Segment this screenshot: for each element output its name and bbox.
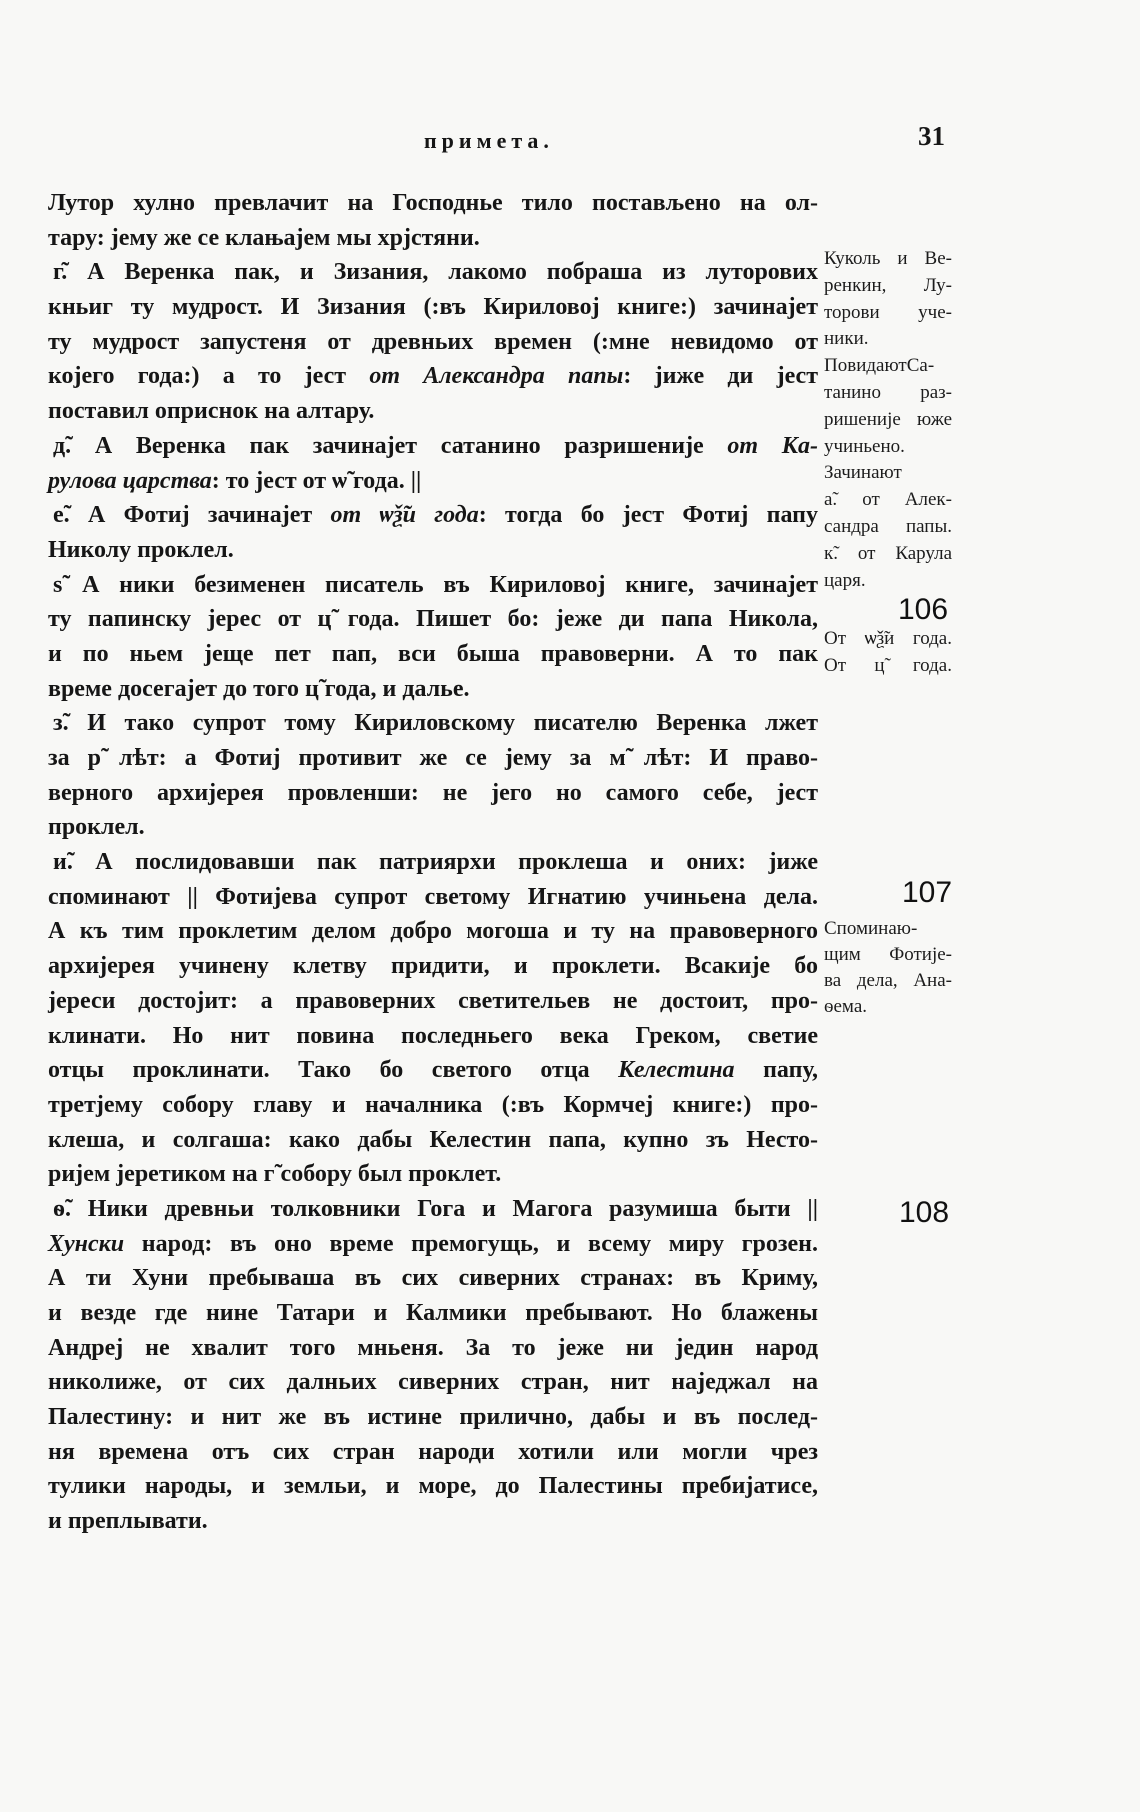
text-segment: тару: јему же се клањајем мы хрјстяни. xyxy=(48,224,480,251)
italic-segment: Хунски xyxy=(48,1230,125,1257)
margin-note-group xyxy=(824,246,952,594)
text-line xyxy=(48,602,818,637)
text-line xyxy=(48,810,818,845)
text-segment: и̃. А послидовавши пак патриярхи проклеша и оних: јиже xyxy=(53,849,818,876)
text-segment: ѕ̃ А ники безименен писатель въ Кириловој книге, зачинајет xyxy=(53,571,818,598)
text-line xyxy=(48,1261,818,1296)
text-segment: ту мудрост запустеня от древньих времен (:мне невидомо от xyxy=(48,328,818,355)
text-line xyxy=(48,845,818,880)
text-line xyxy=(48,672,818,707)
text-segment: којего года:) а то јест xyxy=(48,363,370,390)
text-line xyxy=(48,568,818,603)
folio-mark: 107 xyxy=(901,876,953,909)
folio-mark: 108 xyxy=(898,1196,950,1229)
text-line xyxy=(48,1504,818,1539)
margin-note-line: ва дела, Ана- xyxy=(824,970,952,991)
text-line xyxy=(48,1157,818,1192)
margin-note-line: Куколь и Ве- xyxy=(824,248,952,269)
margin-note-line: торови уче- xyxy=(824,301,952,323)
text-line xyxy=(48,533,818,568)
text-segment: тулики народы, и земльи, и море, до Палестины пребијатисе, xyxy=(48,1473,818,1500)
text-segment: николиже, от сих далньих сиверних стран, нит наједжал на xyxy=(48,1369,818,1396)
text-segment: и преплывати. xyxy=(48,1508,208,1535)
text-line xyxy=(48,1088,818,1123)
text-segment: кньиг ту мудрост. И Зизания (:въ Кириловој книге:) зачинајет xyxy=(48,294,818,321)
italic-segment: от ѡѯ̃и года xyxy=(330,502,479,529)
text-segment: Николу проклел. xyxy=(48,536,234,563)
text-line xyxy=(48,1469,818,1504)
text-line xyxy=(48,914,818,949)
text-segment: Палестину: и нит же въ истине прилично, дабы и въ послед- xyxy=(48,1404,818,1431)
text-segment: : тогда бо јест Фотиј папу xyxy=(478,502,818,529)
page-number: 31 xyxy=(918,121,945,151)
text-segment: и везде где нине Татари и Калмики пребывают. Но блажены xyxy=(48,1300,818,1326)
text-line xyxy=(48,1019,818,1054)
text-segment: отцы проклинати. Тако бо светого отца xyxy=(48,1057,619,1084)
text-line xyxy=(48,1123,818,1158)
text-segment: време досегајет до того ц̃ года, и далье. xyxy=(48,675,470,702)
main-text-column xyxy=(48,186,818,1539)
margin-note-line: ПовидаютСа- xyxy=(824,355,935,377)
text-segment: Лутор хулно превлачит на Господнье тило постављено на ол- xyxy=(48,190,818,216)
text-line xyxy=(48,1400,818,1435)
margin-note-line: сандра папы. xyxy=(824,515,952,537)
text-segment: клеша, и солгаша: како дабы Келестин папа, купно зъ Несто- xyxy=(48,1126,818,1153)
text-segment: А къ тим проклетим делом добро могоша и ту на правоверного xyxy=(48,918,818,945)
text-segment: д̃. А Веренка пак зачинајет сатанино разришеније xyxy=(53,432,728,459)
text-segment: поставил оприснок на алтару. xyxy=(48,398,375,425)
running-title: примета. xyxy=(424,128,554,153)
text-line xyxy=(48,186,818,221)
text-segment: споминают || Фотијева супрот светому Игнатию учиньена дела. xyxy=(48,883,818,910)
text-line xyxy=(48,776,818,811)
text-line xyxy=(48,1365,818,1400)
italic-segment: от Александра папы xyxy=(369,363,624,390)
text-segment: : то јест от ѡ̃ года. || xyxy=(211,467,422,494)
text-line xyxy=(48,464,818,499)
margin-note-line: танино раз- xyxy=(824,381,952,403)
text-line xyxy=(48,1053,818,1088)
margin-note-line: к̃. от Карула xyxy=(824,542,952,564)
text-segment: ту папинску јерес от ц̃ года. Пишет бо: јеже ди папа Никола, xyxy=(48,606,818,633)
text-line xyxy=(48,394,818,429)
text-line xyxy=(48,429,818,464)
text-line xyxy=(48,1192,818,1227)
text-line xyxy=(48,255,818,290)
text-segment: : јиже ди јест xyxy=(623,363,818,390)
text-segment: ријем јеретиком на г̃ собору был проклет. xyxy=(48,1161,502,1188)
text-line xyxy=(48,498,818,533)
margin-note-line: учиньено. xyxy=(824,435,905,457)
margin-note-line: ники. xyxy=(824,328,869,350)
text-segment: архијерея учинену клетву придити, и проклети. Всакије бо xyxy=(48,953,818,980)
text-line xyxy=(48,221,818,256)
text-segment: верного архијерея провленши: не јего но самого себе, јест xyxy=(48,779,818,806)
text-line xyxy=(48,949,818,984)
text-line xyxy=(48,290,818,325)
margin-note-line: Споминаю- xyxy=(824,918,918,939)
margin-note-group xyxy=(824,916,952,1020)
text-line xyxy=(48,637,818,672)
text-segment: за р̃ лѣт: а Фотиј противит же се јему за м̃ лѣт: И право- xyxy=(48,745,818,771)
text-segment: з̃. И тако супрот тому Кириловскому писателю Веренка лжет xyxy=(53,710,818,737)
text-segment: третјему собору главу и началника (:въ Кормчеј книге:) про- xyxy=(48,1091,818,1118)
margin-note-line: От ѡѯ̃и года. xyxy=(824,628,952,649)
text-segment: Андреј не хвалит того мньеня. За то јеже ни једин народ xyxy=(48,1334,818,1361)
margin-note-line: ѳема. xyxy=(824,996,868,1017)
text-segment: ѳ̃. Ники древньи толковники Гога и Магога разумиша быти || xyxy=(53,1195,818,1222)
italic-segment: Келестина xyxy=(618,1057,735,1084)
margin-note-line: а̃. от Алек- xyxy=(824,489,952,511)
margin-note-line: щим Фотије- xyxy=(824,944,952,965)
text-segment: А ти Хуни пребываша въ сих сиверних странах: въ Криму, xyxy=(48,1265,818,1292)
text-segment: г̃. А Веренка пак, и Зизания, лакомо побраша из луторових xyxy=(53,259,818,286)
text-segment: е̃. А Фотиј зачинајет xyxy=(53,502,331,529)
margin-note-line: ренкин, Лу- xyxy=(824,274,952,296)
text-line xyxy=(48,1296,818,1331)
text-line xyxy=(48,741,818,776)
text-line xyxy=(48,359,818,394)
text-segment: ня времена отъ сих стран народи хотили или могли чрез xyxy=(48,1438,818,1465)
text-line xyxy=(48,1331,818,1366)
text-segment: проклел. xyxy=(48,814,145,841)
text-line xyxy=(48,880,818,915)
text-segment: папу, xyxy=(734,1057,819,1084)
text-segment: и по ньем јеще пет пап, вси быша правоверни. А то пак xyxy=(48,640,818,667)
margin-note-line: Зачинают xyxy=(824,462,902,484)
text-segment: народ: въ оно време премогущь, и всему миру грозен. xyxy=(124,1230,818,1257)
italic-segment: от Ка- xyxy=(727,432,819,459)
text-line xyxy=(48,1227,818,1262)
italic-segment: рулова царства xyxy=(48,467,212,494)
text-line xyxy=(48,1435,818,1470)
margin-note-line: От ц̃ года. xyxy=(824,655,952,676)
margin-note-line: царя. xyxy=(824,569,866,591)
folio-mark: 106 xyxy=(897,593,949,626)
text-line xyxy=(48,706,818,741)
margin-note-line: ришеније юже xyxy=(824,408,952,430)
text-line xyxy=(48,325,818,360)
text-segment: клинати. Но нит повина последньего века Греком, светие xyxy=(48,1022,818,1049)
margin-note-group xyxy=(824,625,952,679)
text-line xyxy=(48,984,818,1019)
text-segment: јереси достојит: а правоверних светительев не достоит, про- xyxy=(48,987,818,1014)
